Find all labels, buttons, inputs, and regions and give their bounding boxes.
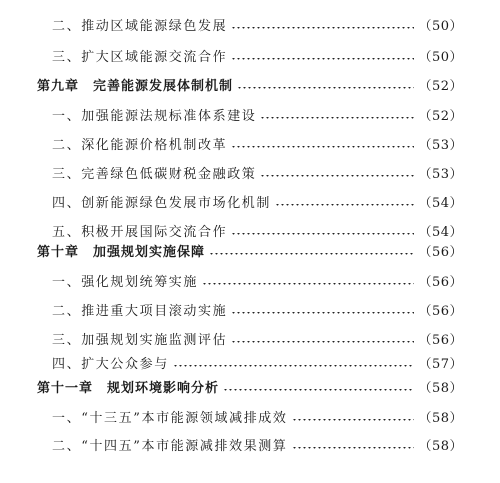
toc-page-number: （54） (418, 195, 463, 211)
toc-entry[interactable] (52, 299, 463, 319)
dot-leader (223, 389, 414, 392)
toc-entry-label: 二、“十四五”本市能源减排效果测算 (52, 438, 288, 454)
chapter-label (37, 75, 233, 94)
dot-leader (237, 87, 414, 90)
chapter-title: 加强规划实施保障 (93, 244, 206, 260)
toc-entry[interactable] (52, 406, 463, 426)
dot-leader (292, 419, 415, 422)
toc-chapter-heading[interactable] (37, 376, 463, 396)
dot-leader (231, 146, 414, 149)
toc-entry-label: 二、推进重大项目滚动实施 (52, 303, 228, 319)
dot-leader (260, 117, 414, 120)
chapter-title: 完善能源发展体制机制 (93, 78, 234, 94)
toc-page-number: （52） (418, 108, 463, 124)
toc-entry[interactable] (52, 220, 463, 240)
chapter-number: 第九章 (37, 78, 80, 94)
chapter-label (37, 377, 219, 396)
toc-entry[interactable] (52, 191, 463, 211)
toc-entry[interactable] (52, 270, 463, 290)
dot-leader (292, 447, 415, 450)
toc-entry-label: 三、扩大区域能源交流合作 (52, 49, 228, 65)
toc-entry[interactable] (52, 328, 463, 348)
toc-entry[interactable] (52, 434, 463, 454)
toc-entry-label: 三、完善绿色低碳财税金融政策 (52, 166, 257, 182)
toc-entry-label: 一、强化规划统筹实施 (52, 274, 199, 290)
toc-entry-label: 四、创新能源绿色发展市场化机制 (52, 195, 272, 211)
toc-entry-label: 一、“十三五”本市能源领域减排成效 (52, 410, 288, 426)
toc-page-number: （57） (418, 356, 463, 372)
toc-entry-label: 三、加强规划实施监测评估 (52, 332, 228, 348)
dot-leader (173, 365, 415, 368)
toc-page-number: （52） (418, 78, 463, 94)
toc-page-number: （50） (418, 18, 463, 34)
chapter-number: 第十章 (37, 244, 80, 260)
dot-leader (231, 312, 414, 315)
dot-leader (260, 175, 414, 178)
toc-entry[interactable] (52, 14, 463, 34)
toc-page-number: （53） (418, 137, 463, 153)
toc-entry-label: 一、加强能源法规标准体系建设 (52, 108, 257, 124)
toc-page-number: （56） (418, 303, 463, 319)
dot-leader (202, 283, 414, 286)
chapter-title: 规划环境影响分析 (107, 380, 220, 396)
toc-page-number: （56） (418, 332, 463, 348)
dot-leader (231, 58, 414, 61)
toc-entry[interactable] (52, 162, 463, 182)
toc-entry[interactable] (52, 352, 463, 372)
toc-chapter-heading[interactable] (37, 240, 463, 260)
toc-entry-label: 五、积极开展国际交流合作 (52, 224, 228, 240)
dot-leader (231, 233, 414, 236)
dot-leader (275, 204, 414, 207)
toc-entry-label: 二、推动区域能源绿色发展 (52, 18, 228, 34)
toc-entry-label: 二、深化能源价格机制改革 (52, 137, 228, 153)
toc-page-number: （53） (418, 166, 463, 182)
toc-page-number: （58） (418, 438, 463, 454)
toc-chapter-heading[interactable] (37, 74, 463, 94)
dot-leader (209, 253, 414, 256)
toc-page-number: （54） (418, 224, 463, 240)
toc-page-number: （58） (418, 380, 463, 396)
toc-page-number: （56） (418, 244, 463, 260)
toc-entry[interactable] (52, 45, 463, 65)
toc-page-number: （50） (418, 49, 463, 65)
toc-entry[interactable] (52, 104, 463, 124)
dot-leader (231, 27, 414, 30)
toc-page-number: （56） (418, 274, 463, 290)
toc-entry-label: 四、扩大公众参与 (52, 356, 169, 372)
toc-entry[interactable] (52, 133, 463, 153)
chapter-label (37, 241, 205, 260)
toc-page-number: （58） (418, 410, 463, 426)
chapter-number: 第十一章 (37, 380, 94, 396)
dot-leader (231, 341, 414, 344)
